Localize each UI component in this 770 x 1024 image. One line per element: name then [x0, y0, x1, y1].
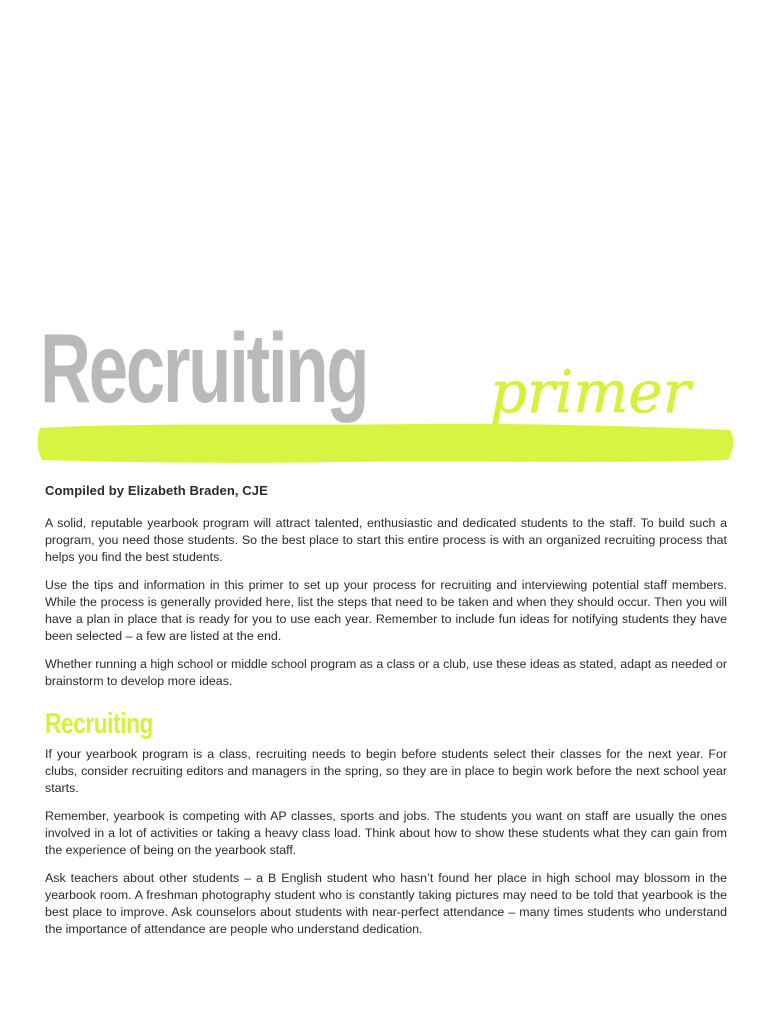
document-title: Recruiting: [40, 313, 368, 423]
byline: Compiled by Elizabeth Braden, CJE: [45, 483, 268, 498]
title-script-primer: [470, 340, 710, 470]
section-paragraph-2: Remember, yearbook is competing with AP classes, sports and jobs. The students you want on staff are usually the ones involved in a lot of activities or taking a heavy class load. Think about how to show these students what they can gain from the experience of being on the yearbook staff.: [45, 809, 727, 857]
intro-paragraph-1: A solid, reputable yearbook program will attract talented, enthusiastic and dedicated students to the staff. To build such a program, you need those students. So the best place to start this entire process is with an organized recruiting process that helps you find the best students.: [45, 516, 727, 564]
intro-paragraph-3: Whether running a high school or middle school program as a class or a club, use these ideas as stated, adapt as needed or brainstorm to develop more ideas.: [45, 657, 727, 688]
document-body: [45, 482, 727, 949]
intro-paragraph-2: Use the tips and information in this primer to set up your process for recruiting and interviewing potential staff members. While the process is generally provided here, list the steps that need to be taken and when they should occur. Then you will have a plan in place that is ready for you to use each year. Remember to include fun ideas for notifying students they have been selected – a few are listed at the end.: [45, 578, 727, 643]
section-paragraph-3: Ask teachers about other students – a B English student who hasn’t found her place in high school may blossom in the yearbook room. A freshman photography student who is constantly taking pictures may need to be told that yearbook is the best place to improve. Ask counselors about students with near-perfect attendance – many times students who understand the importance of attendance are people who understand dedication.: [45, 871, 727, 936]
section-paragraph-1: If your yearbook program is a class, recruiting needs to begin before students select their classes for the next year. For clubs, consider recruiting editors and managers in the spring, so they are in place to begin work before the next school year starts.: [45, 747, 727, 795]
title-script-text: primer: [490, 358, 691, 426]
section-heading-recruiting: Recruiting: [45, 708, 153, 740]
